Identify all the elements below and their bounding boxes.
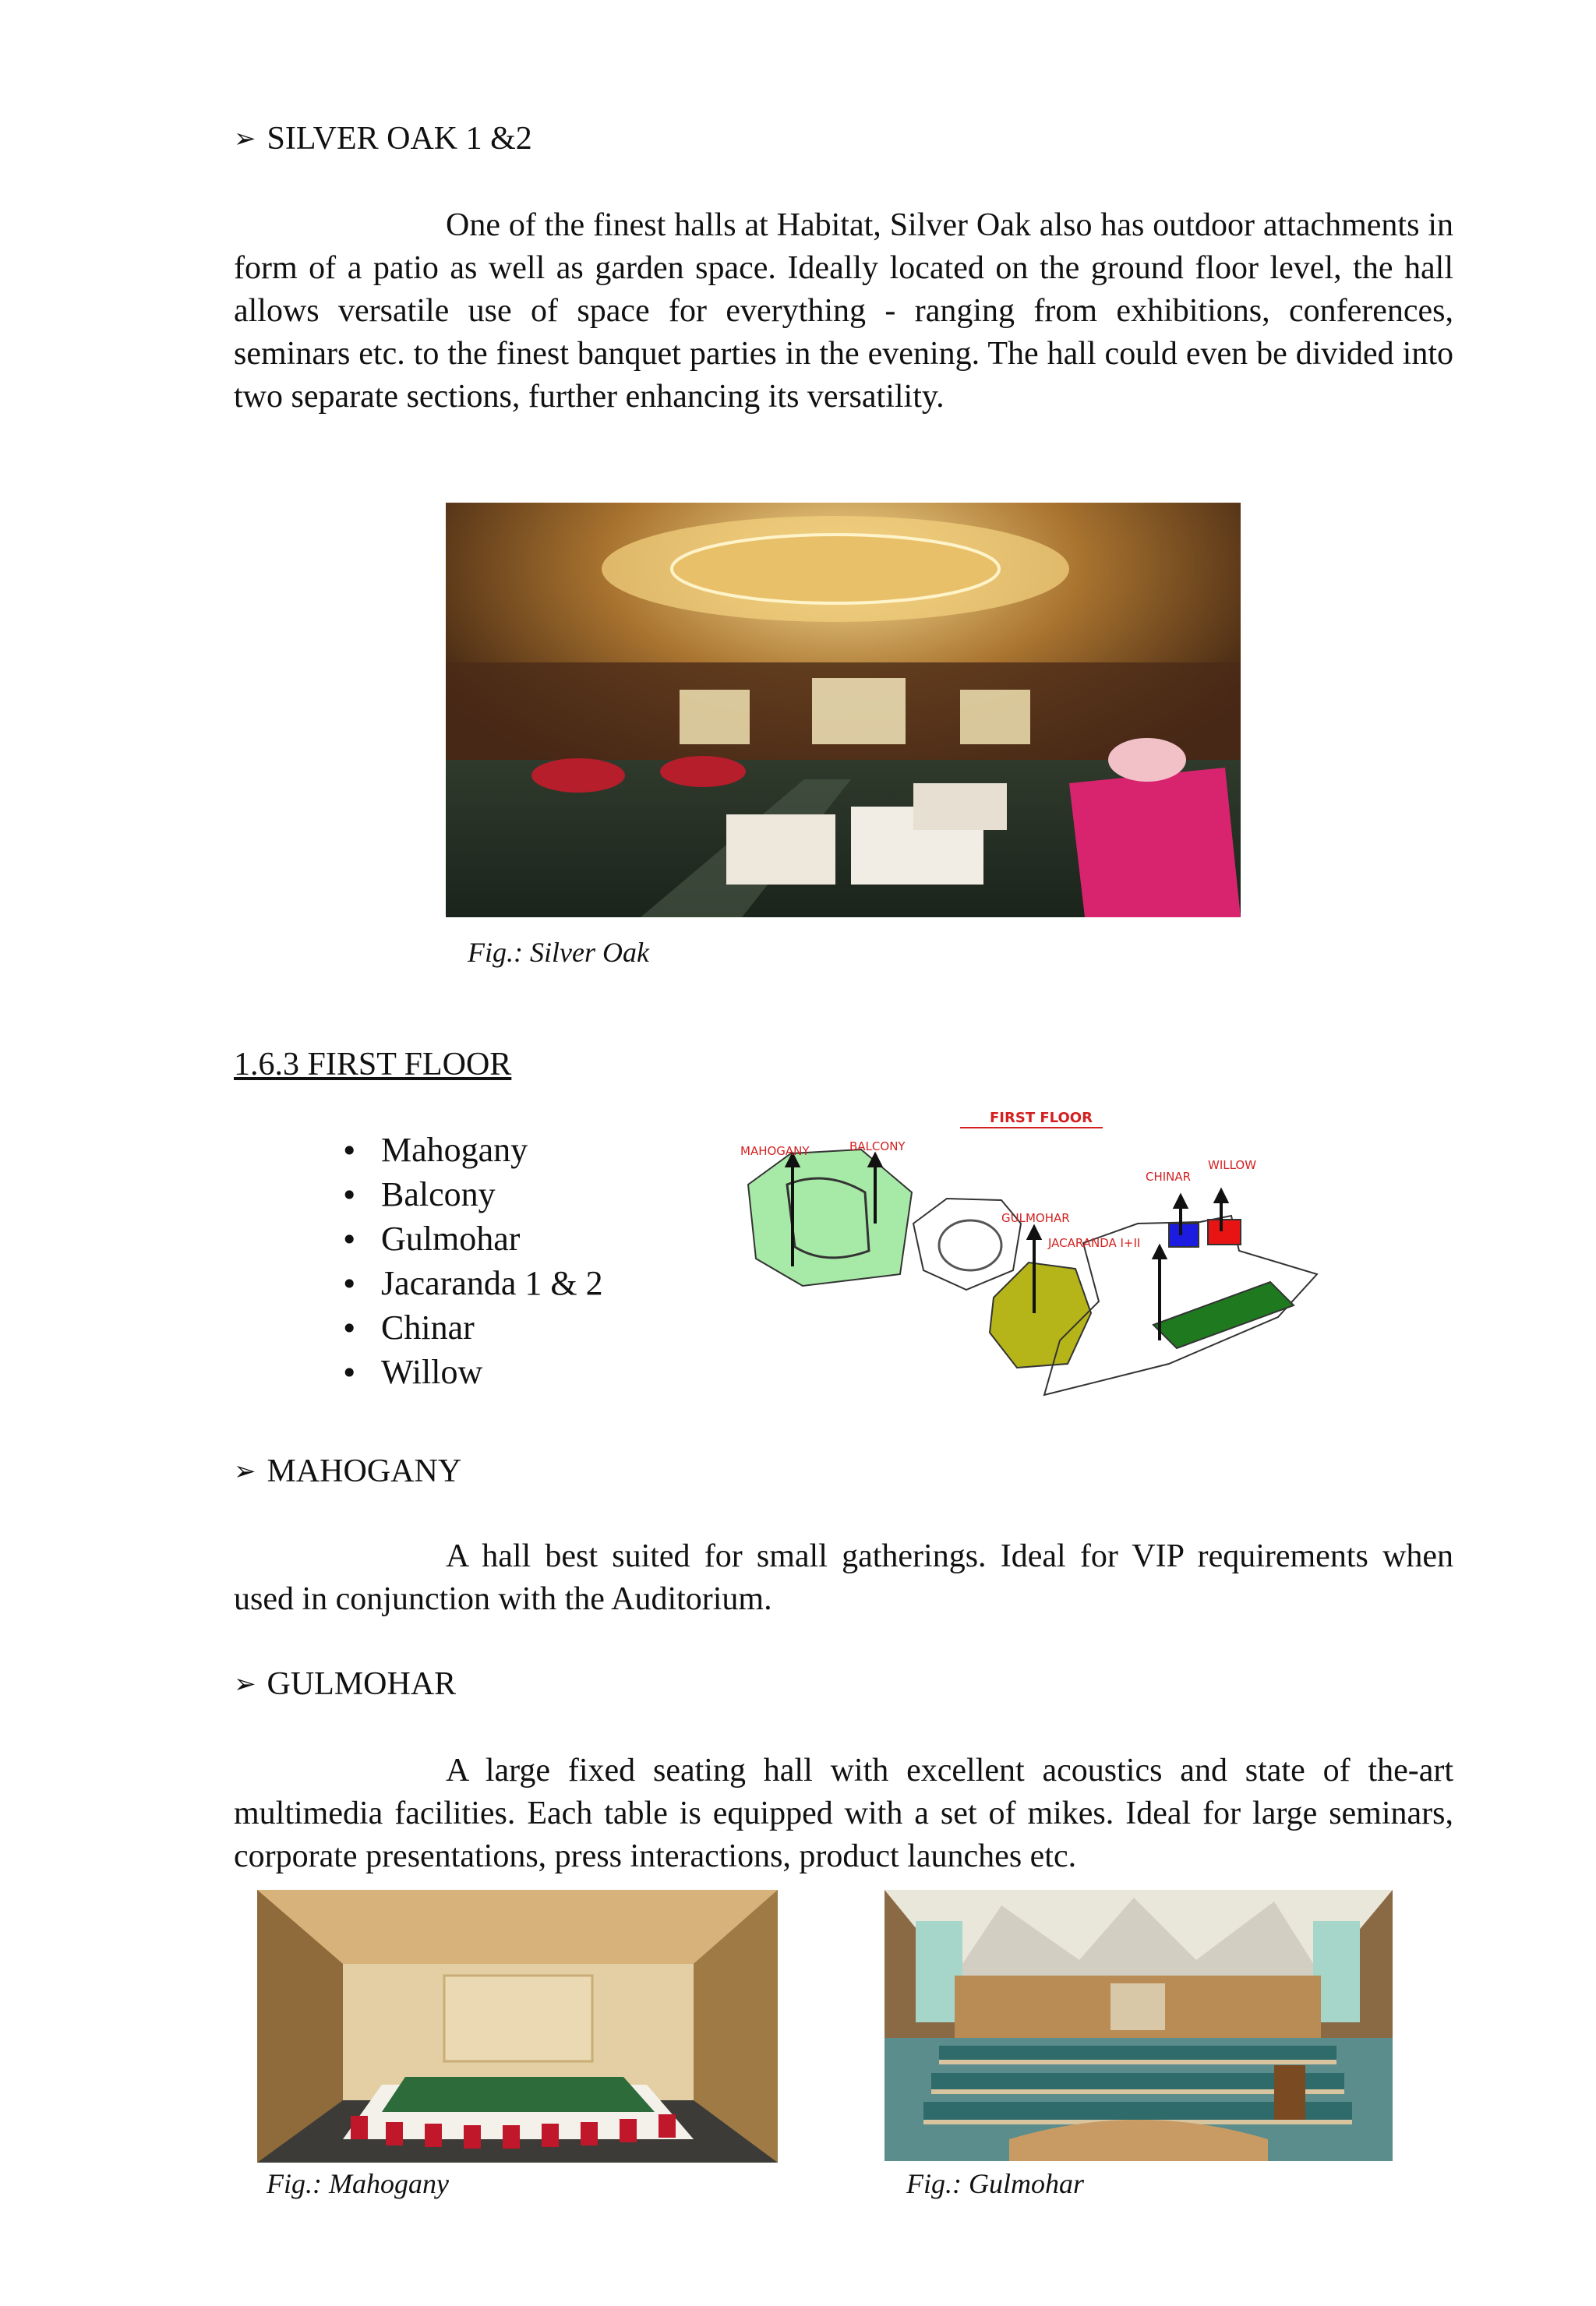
silver-oak-paragraph-text: One of the finest halls at Habitat, Silver Oak also has outdoor attachments in form of a patio as well as garden space. Ideally located on the ground floor level, the hall allows versatile use of space for everything - ranging from exhibitions, conferences, seminars etc. to the finest banquet parties in the evening. The hall could even be divided into two separate sections, further enhancing its versatility. [234, 207, 1453, 415]
arrow-bullet-icon: ➢ [234, 1456, 256, 1487]
plan-label-willow: WILLOW [1208, 1158, 1257, 1172]
first-floor-heading: 1.6.3 FIRST FLOOR [234, 1047, 512, 1082]
plan-label-chinar: CHINAR [1146, 1170, 1192, 1184]
mahogany-heading [234, 1451, 461, 1493]
list-item: • Chinar [341, 1306, 603, 1351]
gulmohar-paragraph-text: A large fixed seating hall with excellent acoustics and state of the-art multimedia facilities. Each table is equipped with a set of mikes. Ideal for large seminars, corporate presentations, press interactions, product launches etc. [234, 1753, 1453, 1874]
mahogany-paragraph-text: A hall best suited for small gatherings. Ideal for VIP requirements when used in conjunction with the Auditorium. [234, 1538, 1453, 1617]
list-item: • Jacaranda 1 & 2 [341, 1262, 603, 1306]
silver-oak-photo [446, 503, 1241, 917]
silver-oak-heading-text: SILVER OAK 1 &2 [267, 121, 532, 157]
mahogany-photo [257, 1890, 778, 2163]
gulmohar-photo [885, 1890, 1393, 2161]
first-floor-plan [733, 1107, 1333, 1403]
list-item: • Balcony [341, 1173, 603, 1217]
arrow-bullet-icon: ➢ [234, 1669, 256, 1700]
gulmohar-heading-text: GULMOHAR [267, 1666, 457, 1702]
silver-oak-paragraph [234, 204, 1453, 418]
silver-oak-caption: Fig.: Silver Oak [468, 937, 649, 968]
plan-label-mahogany: MAHOGANY [740, 1144, 810, 1158]
mahogany-paragraph [234, 1535, 1453, 1621]
list-item: • Willow [341, 1351, 603, 1395]
plan-label-jacaranda: JACARANDA I+II [1048, 1236, 1141, 1250]
silver-oak-heading [234, 118, 532, 161]
list-item: • Mahogany [341, 1128, 603, 1173]
plan-title: FIRST FLOOR [990, 1110, 1093, 1126]
gulmohar-paragraph [234, 1750, 1453, 1878]
gulmohar-heading [234, 1664, 456, 1706]
plan-label-gulmohar: GULMOHAR [1001, 1211, 1070, 1225]
room-list [341, 1128, 603, 1395]
list-item: • Gulmohar [341, 1217, 603, 1262]
arrow-bullet-icon: ➢ [234, 123, 256, 154]
mahogany-caption: Fig.: Mahogany [267, 2168, 449, 2199]
mahogany-heading-text: MAHOGANY [267, 1453, 462, 1489]
gulmohar-caption: Fig.: Gulmohar [906, 2168, 1084, 2199]
plan-label-balcony: BALCONY [849, 1139, 906, 1153]
